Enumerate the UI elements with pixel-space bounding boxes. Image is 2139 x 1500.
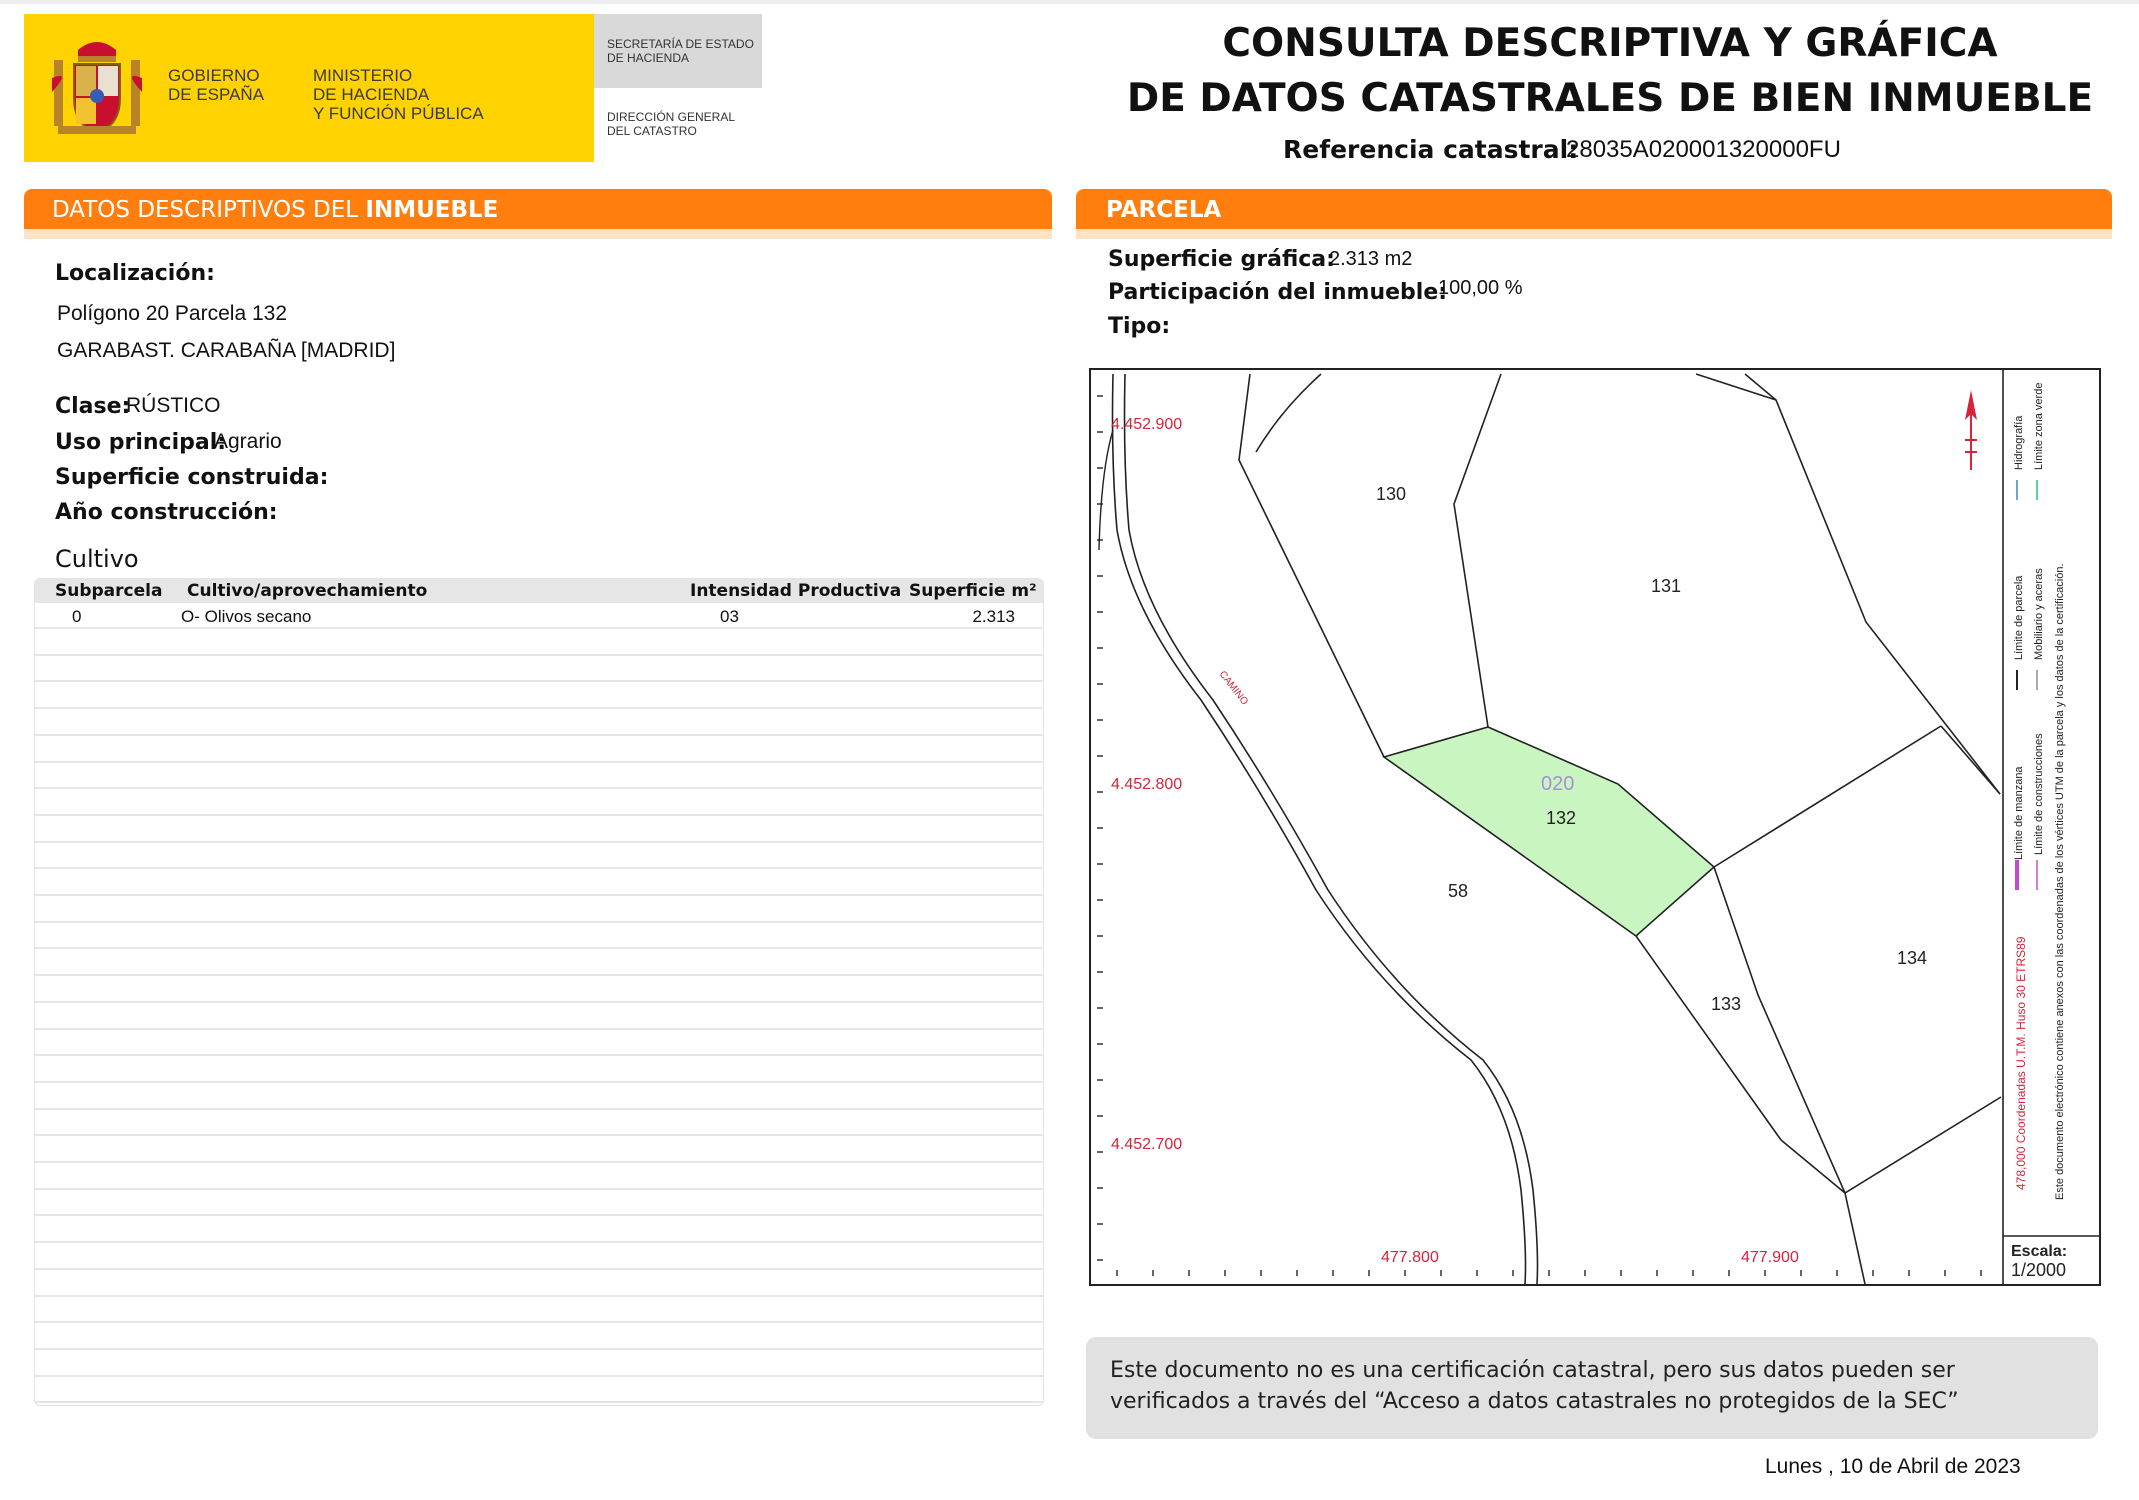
secretaria-line-2: DE HACIENDA (607, 51, 690, 65)
col-subparcela: Subparcela (55, 581, 163, 601)
legend-parcela: Límite de parcela (2013, 575, 2025, 660)
direccion-line-2: DEL CATASTRO (607, 124, 697, 138)
parcela-bar-title: PARCELA (1106, 197, 1222, 223)
table-row-line (35, 787, 1043, 789)
utm-note: 478,000 Coordenadas U.T.M. Huso 30 ETRS89 (2014, 936, 2028, 1190)
bar-title-normal: DATOS DESCRIPTIVOS DEL (52, 197, 366, 223)
col-superficie: Superficie m² (909, 581, 1037, 601)
y-coord-2: 4.452.800 (1111, 776, 1183, 793)
road-branch (1099, 430, 1113, 550)
parcel-134-label: 134 (1897, 948, 1928, 968)
table-row-line (35, 814, 1043, 816)
table-row-line (35, 1348, 1043, 1350)
coat-of-arms-icon (48, 34, 146, 138)
clase-label: Clase: (55, 394, 131, 419)
table-row-line (35, 867, 1043, 869)
table-row-line (35, 1295, 1043, 1297)
table-row-line (35, 1001, 1043, 1003)
ministerio-line-2: DE HACIENDA (313, 85, 430, 104)
table-row-line (35, 894, 1043, 896)
table-row-line (35, 734, 1043, 736)
datos-descriptivos-bar (24, 189, 1052, 229)
gobierno-text (168, 66, 264, 104)
table-row-line (35, 1401, 1043, 1403)
table-row-line (35, 654, 1043, 656)
document-date: Lunes , 10 de Abril de 2023 (1765, 1455, 2021, 1478)
legend-zona-verde: Límite zona verde (2033, 382, 2045, 470)
parcel-132-shape (1384, 727, 1714, 936)
parcel-131-label: 131 (1651, 576, 1682, 596)
title-line-1: CONSULTA DESCRIPTIVA Y GRÁFICA (1222, 21, 1998, 66)
ref-label: Referencia catastral: (1283, 135, 1579, 164)
electronic-doc-note: Este documento electrónico contiene anexos con las coordenadas de los vértices UTM de la parcela y los datos de la certificación. (2054, 563, 2066, 1200)
datos-descriptivos-title (52, 197, 498, 223)
poligono-label: 020 (1541, 773, 1575, 795)
table-row-line (35, 947, 1043, 949)
table-row-line (35, 1241, 1043, 1243)
participacion-value: 100,00 % (1438, 277, 1523, 299)
table-header (35, 579, 1043, 603)
escala-value: 1/2000 (2011, 1260, 2067, 1280)
legend-hidrografia: Hidrografía (2013, 415, 2025, 470)
parcel-130-label: 130 (1376, 484, 1407, 504)
top-border (0, 0, 2139, 4)
gobierno-line-1: GOBIERNO (168, 66, 260, 85)
superficie-grafica-label: Superficie gráfica: (1108, 247, 1335, 272)
cultivo-table (34, 578, 1044, 1406)
localizacion-line-1: Polígono 20 Parcela 132 (57, 302, 288, 325)
map-svg (1091, 370, 2099, 1284)
legend-mobiliario: Mobiliario y aceras (2033, 568, 2045, 660)
localizacion-line-2: GARABAST. CARABAÑA [MADRID] (57, 339, 396, 362)
parcela-bar (1076, 189, 2112, 229)
y-coord-3: 4.452.700 (1111, 1136, 1183, 1153)
road-edge-2 (1125, 374, 1538, 1284)
ref-value: 28035A020001320000FU (1566, 136, 1841, 163)
cultivo-title: Cultivo (55, 545, 139, 573)
superficie-construida-label: Superficie construida: (55, 465, 329, 490)
cadastral-map (1089, 368, 2101, 1286)
table-row-line (35, 841, 1043, 843)
cell-subparcela: 0 (72, 607, 82, 626)
table-row-line (35, 1108, 1043, 1110)
table-row-line (35, 1028, 1043, 1030)
table-row-line (35, 1375, 1043, 1377)
legend-manzana: Límite de manzana (2013, 766, 2025, 860)
escala-label: Escala: (2011, 1243, 2068, 1260)
x-coord-1: 477.800 (1381, 1249, 1439, 1266)
x-coord-2: 477.900 (1741, 1249, 1799, 1266)
table-row-line (35, 921, 1043, 923)
table-row-line (35, 680, 1043, 682)
road-label: CAMINO (1216, 669, 1250, 708)
ministerio-line-1: MINISTERIO (313, 66, 413, 85)
cell-cultivo: O- Olivos secano (181, 607, 312, 626)
y-coord-1: 4.452.900 (1111, 416, 1183, 433)
ministerio-text (313, 66, 484, 123)
direccion-text (607, 110, 735, 138)
secretaria-text (607, 37, 754, 65)
secretaria-line-1: SECRETARÍA DE ESTADO (607, 37, 754, 51)
table-row-line (35, 1321, 1043, 1323)
datos-bar-shadow (24, 229, 1052, 239)
parcel-133-label: 133 (1711, 994, 1742, 1014)
parcel-58-label: 58 (1448, 881, 1469, 901)
anio-construccion-label: Año construcción: (55, 500, 278, 525)
table-row-line (35, 1054, 1043, 1056)
col-cultivo: Cultivo/aprovechamiento (187, 581, 428, 601)
direccion-line-1: DIRECCIÓN GENERAL (607, 110, 736, 124)
verification-notice (1086, 1337, 2098, 1439)
table-row-line (35, 1268, 1043, 1270)
page-title (1080, 16, 2139, 126)
notice-text: Este documento no es una certificación catastral, pero sus datos pueden ser verificados a través del “Acceso a datos catastrales no protegidos de la SEC” (1110, 1358, 1959, 1414)
superficie-grafica-value: 2.313 m2 (1329, 248, 1413, 270)
localizacion-label: Localización: (55, 261, 215, 286)
table-row-line (35, 761, 1043, 763)
table-row-line (35, 707, 1043, 709)
table-row-line (35, 1081, 1043, 1083)
uso-label: Uso principal: (55, 430, 227, 455)
table-row-line (35, 974, 1043, 976)
participacion-label: Participación del inmueble: (1108, 280, 1448, 305)
table-row-line (35, 1161, 1043, 1163)
table-row-line (35, 1188, 1043, 1190)
title-line-2: DE DATOS CATASTRALES DE BIEN INMUEBLE (1126, 76, 2094, 121)
table-row-line (35, 1134, 1043, 1136)
table-row-line (35, 1214, 1043, 1216)
tipo-label: Tipo: (1108, 314, 1171, 339)
cell-superficie: 2.313 (972, 607, 1015, 626)
uso-value: Agrario (214, 430, 282, 453)
gobierno-line-2: DE ESPAÑA (168, 85, 265, 104)
col-intensidad: Intensidad Productiva (690, 581, 902, 601)
parcela-bar-shadow (1076, 229, 2112, 239)
clase-value: RÚSTICO (126, 394, 221, 417)
cell-intensidad: 03 (720, 607, 739, 626)
north-arrow-icon (1965, 390, 1977, 470)
bottom-ticks (1117, 1270, 1981, 1276)
legend-construcciones: Límite de construcciones (2033, 733, 2045, 855)
ministerio-line-3: Y FUNCIÓN PÚBLICA (313, 104, 484, 123)
bar-title-bold: INMUEBLE (365, 197, 499, 223)
table-row-line (35, 627, 1043, 629)
parcel-132-label: 132 (1546, 808, 1577, 828)
